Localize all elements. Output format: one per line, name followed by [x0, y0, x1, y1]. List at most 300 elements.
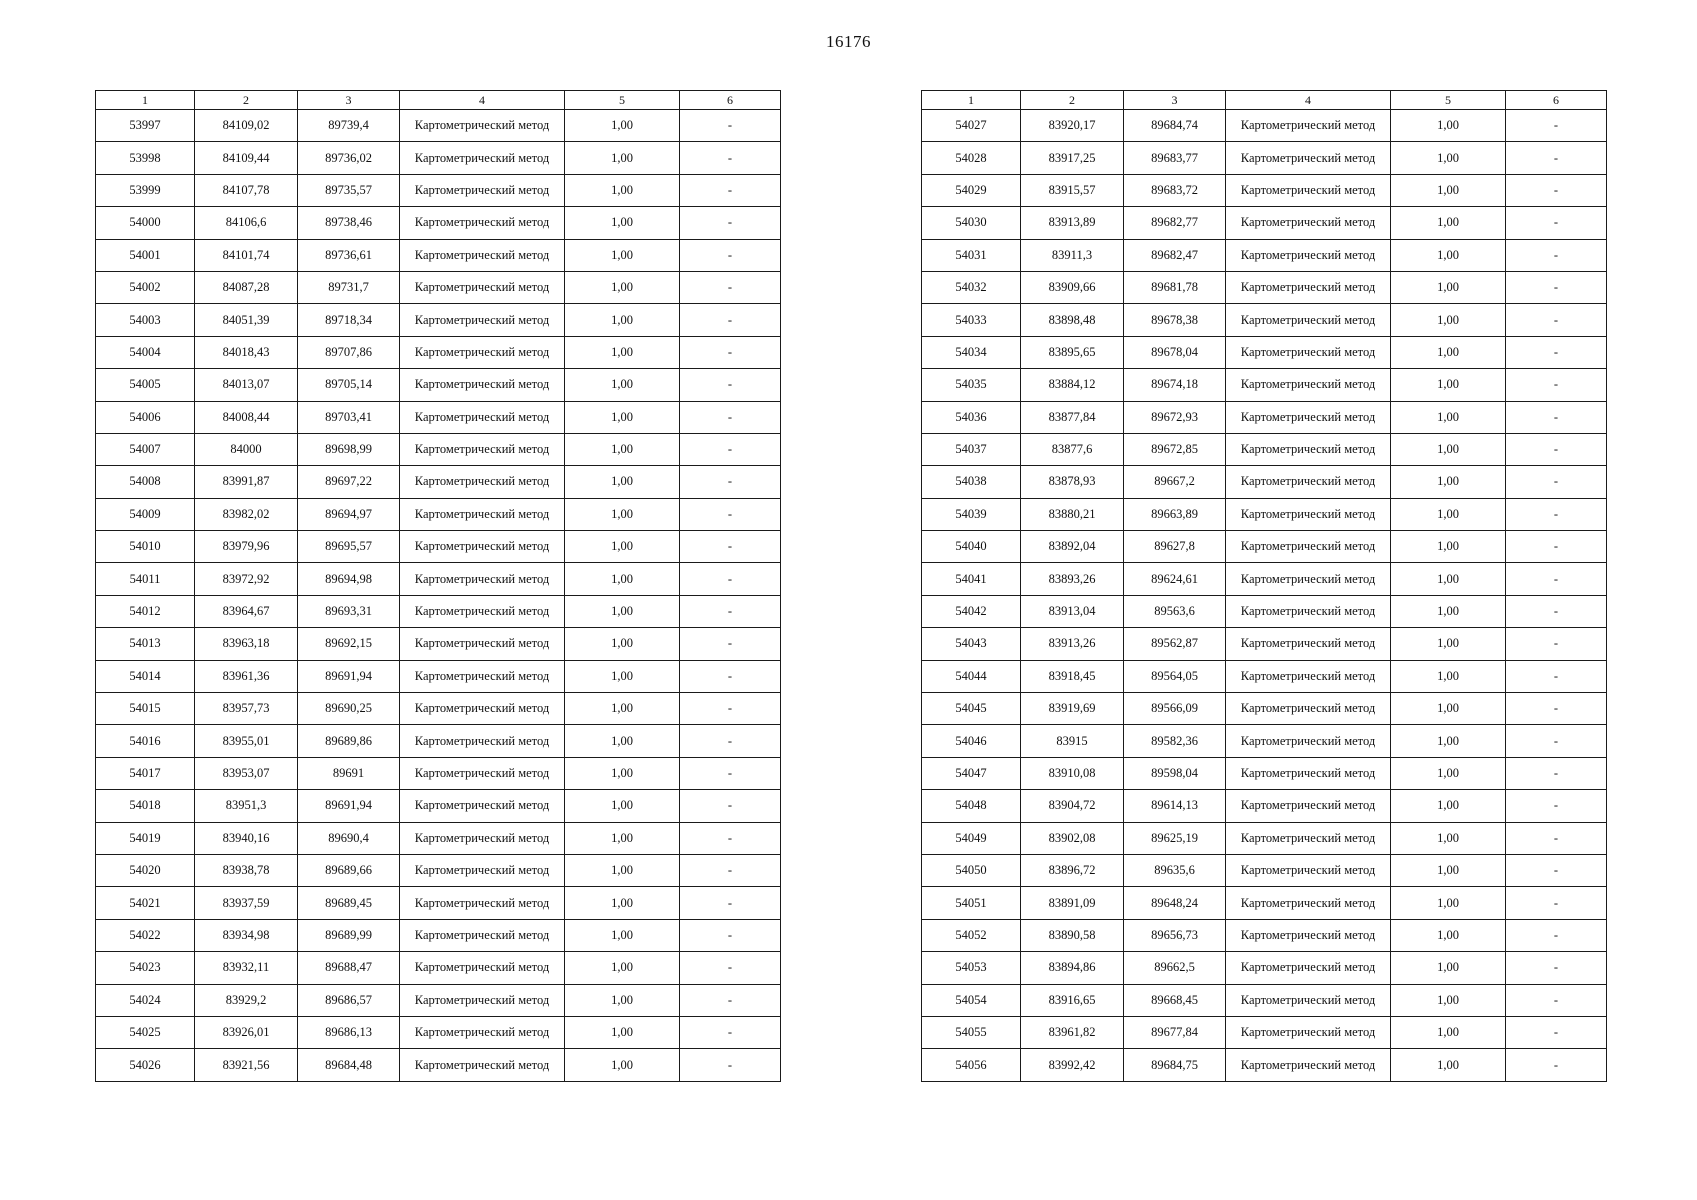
- coordinate-x-cell: 83940,16: [195, 822, 298, 854]
- coordinate-x-cell: 83895,65: [1021, 336, 1124, 368]
- coordinate-y-cell: 89672,85: [1124, 433, 1226, 465]
- accuracy-cell: 1,00: [1391, 790, 1506, 822]
- point-number-cell: 54050: [922, 854, 1021, 886]
- table-header: [96, 91, 781, 110]
- coordinate-y-cell: 89656,73: [1124, 919, 1226, 951]
- table-row: [96, 239, 781, 271]
- coordinate-x-cell: 83890,58: [1021, 919, 1124, 951]
- point-number-cell: 54021: [96, 887, 195, 919]
- point-number-cell: 54028: [922, 142, 1021, 174]
- column-header-3: 3: [298, 91, 400, 110]
- note-cell: -: [680, 854, 781, 886]
- note-cell: -: [680, 531, 781, 563]
- point-number-cell: 54049: [922, 822, 1021, 854]
- table-row: [922, 531, 1607, 563]
- point-number-cell: 54012: [96, 595, 195, 627]
- method-cell: Картометрический метод: [1226, 369, 1391, 401]
- table-row: [96, 466, 781, 498]
- note-cell: -: [1506, 433, 1607, 465]
- note-cell: -: [680, 271, 781, 303]
- coordinate-y-cell: 89582,36: [1124, 725, 1226, 757]
- table-row: [922, 401, 1607, 433]
- method-cell: Картометрический метод: [400, 563, 565, 595]
- accuracy-cell: 1,00: [1391, 401, 1506, 433]
- accuracy-cell: 1,00: [565, 110, 680, 142]
- note-cell: -: [680, 984, 781, 1016]
- table-row: [922, 1049, 1607, 1081]
- coordinate-x-cell: 83910,08: [1021, 757, 1124, 789]
- coordinate-y-cell: 89698,99: [298, 433, 400, 465]
- coordinate-y-cell: 89668,45: [1124, 984, 1226, 1016]
- coordinate-x-cell: 83893,26: [1021, 563, 1124, 595]
- method-cell: Картометрический метод: [400, 693, 565, 725]
- method-cell: Картометрический метод: [400, 466, 565, 498]
- point-number-cell: 54026: [96, 1049, 195, 1081]
- method-cell: Картометрический метод: [1226, 757, 1391, 789]
- note-cell: -: [1506, 531, 1607, 563]
- coordinate-y-cell: 89683,72: [1124, 174, 1226, 206]
- point-number-cell: 54017: [96, 757, 195, 789]
- accuracy-cell: 1,00: [565, 887, 680, 919]
- coordinate-x-cell: 83892,04: [1021, 531, 1124, 563]
- coordinate-y-cell: 89690,4: [298, 822, 400, 854]
- coordinate-x-cell: 83926,01: [195, 1016, 298, 1048]
- accuracy-cell: 1,00: [1391, 725, 1506, 757]
- header-row: [922, 91, 1607, 110]
- note-cell: -: [1506, 887, 1607, 919]
- method-cell: Картометрический метод: [1226, 498, 1391, 530]
- coordinate-x-cell: 83891,09: [1021, 887, 1124, 919]
- coordinate-y-cell: 89689,99: [298, 919, 400, 951]
- table-row: [96, 822, 781, 854]
- coordinate-y-cell: 89692,15: [298, 628, 400, 660]
- table-row: [922, 110, 1607, 142]
- coordinate-x-cell: 84008,44: [195, 401, 298, 433]
- table-row: [922, 757, 1607, 789]
- coordinate-y-cell: 89627,8: [1124, 531, 1226, 563]
- method-cell: Картометрический метод: [400, 854, 565, 886]
- point-number-cell: 54018: [96, 790, 195, 822]
- coordinate-x-cell: 84109,44: [195, 142, 298, 174]
- note-cell: -: [1506, 271, 1607, 303]
- coordinate-y-cell: 89648,24: [1124, 887, 1226, 919]
- accuracy-cell: 1,00: [1391, 693, 1506, 725]
- table-row: [922, 369, 1607, 401]
- column-header-4: 4: [1226, 91, 1391, 110]
- coordinate-y-cell: 89693,31: [298, 595, 400, 627]
- coordinate-y-cell: 89614,13: [1124, 790, 1226, 822]
- method-cell: Картометрический метод: [400, 1016, 565, 1048]
- coordinate-x-cell: 84087,28: [195, 271, 298, 303]
- column-header-6: 6: [1506, 91, 1607, 110]
- coordinate-x-cell: 83877,6: [1021, 433, 1124, 465]
- coordinate-y-cell: 89624,61: [1124, 563, 1226, 595]
- note-cell: -: [1506, 110, 1607, 142]
- method-cell: Картометрический метод: [400, 498, 565, 530]
- table-row: [96, 757, 781, 789]
- note-cell: -: [1506, 757, 1607, 789]
- coordinates-table-left: [95, 90, 781, 1082]
- accuracy-cell: 1,00: [1391, 1016, 1506, 1048]
- coordinate-y-cell: 89635,6: [1124, 854, 1226, 886]
- note-cell: -: [1506, 693, 1607, 725]
- point-number-cell: 54053: [922, 952, 1021, 984]
- point-number-cell: 54000: [96, 207, 195, 239]
- point-number-cell: 54056: [922, 1049, 1021, 1081]
- method-cell: Картометрический метод: [1226, 304, 1391, 336]
- column-header-5: 5: [565, 91, 680, 110]
- column-header-6: 6: [680, 91, 781, 110]
- accuracy-cell: 1,00: [1391, 174, 1506, 206]
- coordinate-y-cell: 89691: [298, 757, 400, 789]
- note-cell: -: [680, 110, 781, 142]
- coordinate-y-cell: 89598,04: [1124, 757, 1226, 789]
- coordinate-x-cell: 83991,87: [195, 466, 298, 498]
- accuracy-cell: 1,00: [1391, 239, 1506, 271]
- table-row: [922, 239, 1607, 271]
- table-row: [922, 498, 1607, 530]
- table-row: [922, 952, 1607, 984]
- accuracy-cell: 1,00: [565, 271, 680, 303]
- point-number-cell: 54004: [96, 336, 195, 368]
- method-cell: Картометрический метод: [400, 110, 565, 142]
- coordinate-y-cell: 89564,05: [1124, 660, 1226, 692]
- table-row: [922, 984, 1607, 1016]
- point-number-cell: 54029: [922, 174, 1021, 206]
- table-row: [96, 401, 781, 433]
- table-row: [96, 919, 781, 951]
- method-cell: Картометрический метод: [1226, 336, 1391, 368]
- table-row: [96, 498, 781, 530]
- point-number-cell: 54009: [96, 498, 195, 530]
- method-cell: Картометрический метод: [400, 304, 565, 336]
- coordinate-x-cell: 83938,78: [195, 854, 298, 886]
- point-number-cell: 53998: [96, 142, 195, 174]
- method-cell: Картометрический метод: [400, 531, 565, 563]
- accuracy-cell: 1,00: [565, 790, 680, 822]
- method-cell: Картометрический метод: [1226, 174, 1391, 206]
- table-row: [922, 466, 1607, 498]
- note-cell: -: [1506, 239, 1607, 271]
- point-number-cell: 54010: [96, 531, 195, 563]
- table-row: [922, 1016, 1607, 1048]
- point-number-cell: 54034: [922, 336, 1021, 368]
- note-cell: -: [680, 304, 781, 336]
- coordinate-x-cell: 84051,39: [195, 304, 298, 336]
- point-number-cell: 54008: [96, 466, 195, 498]
- coordinate-y-cell: 89562,87: [1124, 628, 1226, 660]
- accuracy-cell: 1,00: [565, 433, 680, 465]
- note-cell: -: [680, 822, 781, 854]
- method-cell: Картометрический метод: [400, 239, 565, 271]
- method-cell: Картометрический метод: [400, 790, 565, 822]
- table-row: [96, 660, 781, 692]
- table-body-left: [96, 110, 781, 1082]
- table-row: [96, 207, 781, 239]
- coordinate-y-cell: 89691,94: [298, 790, 400, 822]
- column-header-2: 2: [1021, 91, 1124, 110]
- coordinate-y-cell: 89707,86: [298, 336, 400, 368]
- table-row: [96, 1016, 781, 1048]
- table-row: [922, 693, 1607, 725]
- note-cell: -: [1506, 919, 1607, 951]
- table-body-right: [922, 110, 1607, 1082]
- coordinate-x-cell: 83918,45: [1021, 660, 1124, 692]
- point-number-cell: 54023: [96, 952, 195, 984]
- point-number-cell: 54035: [922, 369, 1021, 401]
- accuracy-cell: 1,00: [565, 531, 680, 563]
- note-cell: -: [680, 466, 781, 498]
- coordinate-x-cell: 83992,42: [1021, 1049, 1124, 1081]
- coordinate-x-cell: 84106,6: [195, 207, 298, 239]
- coordinate-x-cell: 83877,84: [1021, 401, 1124, 433]
- table-row: [922, 271, 1607, 303]
- note-cell: -: [1506, 1016, 1607, 1048]
- point-number-cell: 54047: [922, 757, 1021, 789]
- point-number-cell: 54032: [922, 271, 1021, 303]
- coordinate-x-cell: 83880,21: [1021, 498, 1124, 530]
- point-number-cell: 54036: [922, 401, 1021, 433]
- method-cell: Картометрический метод: [400, 401, 565, 433]
- point-number-cell: 54042: [922, 595, 1021, 627]
- point-number-cell: 54027: [922, 110, 1021, 142]
- table-row: [922, 725, 1607, 757]
- accuracy-cell: 1,00: [1391, 369, 1506, 401]
- point-number-cell: 54016: [96, 725, 195, 757]
- coordinate-x-cell: 83913,26: [1021, 628, 1124, 660]
- table-row: [96, 628, 781, 660]
- note-cell: -: [1506, 595, 1607, 627]
- note-cell: -: [1506, 563, 1607, 595]
- point-number-cell: 54024: [96, 984, 195, 1016]
- note-cell: -: [680, 693, 781, 725]
- table-row: [96, 271, 781, 303]
- note-cell: -: [680, 369, 781, 401]
- column-header-3: 3: [1124, 91, 1226, 110]
- note-cell: -: [680, 498, 781, 530]
- table-row: [96, 110, 781, 142]
- accuracy-cell: 1,00: [565, 304, 680, 336]
- method-cell: Картометрический метод: [400, 887, 565, 919]
- accuracy-cell: 1,00: [565, 369, 680, 401]
- point-number-cell: 54019: [96, 822, 195, 854]
- coordinate-y-cell: 89566,09: [1124, 693, 1226, 725]
- table-row: [96, 142, 781, 174]
- table-row: [922, 174, 1607, 206]
- accuracy-cell: 1,00: [1391, 822, 1506, 854]
- point-number-cell: 54038: [922, 466, 1021, 498]
- method-cell: Картометрический метод: [1226, 725, 1391, 757]
- note-cell: -: [680, 174, 781, 206]
- method-cell: Картометрический метод: [1226, 433, 1391, 465]
- coordinate-x-cell: 83911,3: [1021, 239, 1124, 271]
- point-number-cell: 54015: [96, 693, 195, 725]
- coordinate-x-cell: 83963,18: [195, 628, 298, 660]
- method-cell: Картометрический метод: [1226, 1016, 1391, 1048]
- table-row: [922, 207, 1607, 239]
- point-number-cell: 53999: [96, 174, 195, 206]
- note-cell: -: [680, 595, 781, 627]
- coordinate-x-cell: 83953,07: [195, 757, 298, 789]
- point-number-cell: 54022: [96, 919, 195, 951]
- coordinate-y-cell: 89691,94: [298, 660, 400, 692]
- column-header-1: 1: [96, 91, 195, 110]
- table-row: [96, 433, 781, 465]
- point-number-cell: 54052: [922, 919, 1021, 951]
- coordinate-x-cell: 83920,17: [1021, 110, 1124, 142]
- table-row: [922, 628, 1607, 660]
- table-row: [96, 952, 781, 984]
- coordinate-x-cell: 83894,86: [1021, 952, 1124, 984]
- table-row: [96, 1049, 781, 1081]
- column-header-2: 2: [195, 91, 298, 110]
- coordinate-x-cell: 83932,11: [195, 952, 298, 984]
- accuracy-cell: 1,00: [565, 919, 680, 951]
- coordinate-y-cell: 89689,86: [298, 725, 400, 757]
- column-header-5: 5: [1391, 91, 1506, 110]
- point-number-cell: 54043: [922, 628, 1021, 660]
- note-cell: -: [680, 725, 781, 757]
- method-cell: Картометрический метод: [1226, 660, 1391, 692]
- accuracy-cell: 1,00: [565, 660, 680, 692]
- table-row: [96, 854, 781, 886]
- coordinate-x-cell: 84101,74: [195, 239, 298, 271]
- method-cell: Картометрический метод: [1226, 271, 1391, 303]
- coordinate-y-cell: 89738,46: [298, 207, 400, 239]
- coordinate-x-cell: 83878,93: [1021, 466, 1124, 498]
- method-cell: Картометрический метод: [400, 433, 565, 465]
- table-row: [922, 563, 1607, 595]
- coordinate-y-cell: 89625,19: [1124, 822, 1226, 854]
- note-cell: -: [680, 142, 781, 174]
- coordinate-y-cell: 89705,14: [298, 369, 400, 401]
- coordinate-y-cell: 89718,34: [298, 304, 400, 336]
- table-row: [96, 725, 781, 757]
- coordinate-y-cell: 89667,2: [1124, 466, 1226, 498]
- header-row: [96, 91, 781, 110]
- accuracy-cell: 1,00: [1391, 531, 1506, 563]
- note-cell: -: [680, 401, 781, 433]
- point-number-cell: 54006: [96, 401, 195, 433]
- coordinate-y-cell: 89672,93: [1124, 401, 1226, 433]
- method-cell: Картометрический метод: [1226, 822, 1391, 854]
- method-cell: Картометрический метод: [400, 207, 565, 239]
- table-row: [96, 693, 781, 725]
- note-cell: -: [1506, 142, 1607, 174]
- accuracy-cell: 1,00: [1391, 660, 1506, 692]
- note-cell: -: [1506, 304, 1607, 336]
- coordinate-y-cell: 89689,45: [298, 887, 400, 919]
- table-row: [96, 563, 781, 595]
- method-cell: Картометрический метод: [1226, 531, 1391, 563]
- coordinate-y-cell: 89695,57: [298, 531, 400, 563]
- point-number-cell: 54025: [96, 1016, 195, 1048]
- accuracy-cell: 1,00: [565, 984, 680, 1016]
- coordinate-x-cell: 83955,01: [195, 725, 298, 757]
- method-cell: Картометрический метод: [400, 757, 565, 789]
- note-cell: -: [1506, 174, 1607, 206]
- method-cell: Картометрический метод: [400, 660, 565, 692]
- table-row: [96, 595, 781, 627]
- note-cell: -: [680, 660, 781, 692]
- coordinate-x-cell: 83884,12: [1021, 369, 1124, 401]
- point-number-cell: 54002: [96, 271, 195, 303]
- note-cell: -: [680, 433, 781, 465]
- coordinate-x-cell: 83951,3: [195, 790, 298, 822]
- point-number-cell: 54001: [96, 239, 195, 271]
- coordinate-x-cell: 84000: [195, 433, 298, 465]
- accuracy-cell: 1,00: [1391, 628, 1506, 660]
- point-number-cell: 54013: [96, 628, 195, 660]
- coordinate-x-cell: 83961,36: [195, 660, 298, 692]
- method-cell: Картометрический метод: [1226, 595, 1391, 627]
- accuracy-cell: 1,00: [565, 1016, 680, 1048]
- method-cell: Картометрический метод: [1226, 693, 1391, 725]
- coordinate-y-cell: 89683,77: [1124, 142, 1226, 174]
- coordinate-y-cell: 89681,78: [1124, 271, 1226, 303]
- coordinate-y-cell: 89682,47: [1124, 239, 1226, 271]
- point-number-cell: 54054: [922, 984, 1021, 1016]
- accuracy-cell: 1,00: [1391, 919, 1506, 951]
- point-number-cell: 54031: [922, 239, 1021, 271]
- method-cell: Картометрический метод: [400, 271, 565, 303]
- coordinate-y-cell: 89690,25: [298, 693, 400, 725]
- page-number: 16176: [826, 32, 871, 51]
- accuracy-cell: 1,00: [1391, 110, 1506, 142]
- coordinate-x-cell: 83957,73: [195, 693, 298, 725]
- table-row: [922, 595, 1607, 627]
- coordinate-x-cell: 83979,96: [195, 531, 298, 563]
- note-cell: -: [1506, 660, 1607, 692]
- coordinate-y-cell: 89684,48: [298, 1049, 400, 1081]
- accuracy-cell: 1,00: [1391, 757, 1506, 789]
- coordinate-x-cell: 83915: [1021, 725, 1124, 757]
- point-number-cell: 54041: [922, 563, 1021, 595]
- method-cell: Картометрический метод: [1226, 887, 1391, 919]
- coordinate-y-cell: 89563,6: [1124, 595, 1226, 627]
- table-row: [922, 142, 1607, 174]
- method-cell: Картометрический метод: [1226, 239, 1391, 271]
- point-number-cell: 54040: [922, 531, 1021, 563]
- point-number-cell: 54046: [922, 725, 1021, 757]
- coordinate-x-cell: 83898,48: [1021, 304, 1124, 336]
- coordinate-x-cell: 83904,72: [1021, 790, 1124, 822]
- method-cell: Картометрический метод: [400, 952, 565, 984]
- note-cell: -: [1506, 369, 1607, 401]
- coordinate-x-cell: 83919,69: [1021, 693, 1124, 725]
- method-cell: Картометрический метод: [1226, 1049, 1391, 1081]
- note-cell: -: [680, 887, 781, 919]
- method-cell: Картометрический метод: [400, 919, 565, 951]
- accuracy-cell: 1,00: [1391, 433, 1506, 465]
- accuracy-cell: 1,00: [565, 854, 680, 886]
- table-row: [96, 174, 781, 206]
- coordinate-x-cell: 83961,82: [1021, 1016, 1124, 1048]
- note-cell: -: [1506, 984, 1607, 1016]
- table-row: [922, 887, 1607, 919]
- table-row: [922, 336, 1607, 368]
- method-cell: Картометрический метод: [400, 628, 565, 660]
- point-number-cell: 54039: [922, 498, 1021, 530]
- point-number-cell: 54003: [96, 304, 195, 336]
- coordinate-y-cell: 89736,02: [298, 142, 400, 174]
- coordinate-x-cell: 83972,92: [195, 563, 298, 595]
- accuracy-cell: 1,00: [565, 822, 680, 854]
- coordinate-y-cell: 89688,47: [298, 952, 400, 984]
- coordinate-x-cell: 83913,04: [1021, 595, 1124, 627]
- accuracy-cell: 1,00: [565, 142, 680, 174]
- accuracy-cell: 1,00: [1391, 271, 1506, 303]
